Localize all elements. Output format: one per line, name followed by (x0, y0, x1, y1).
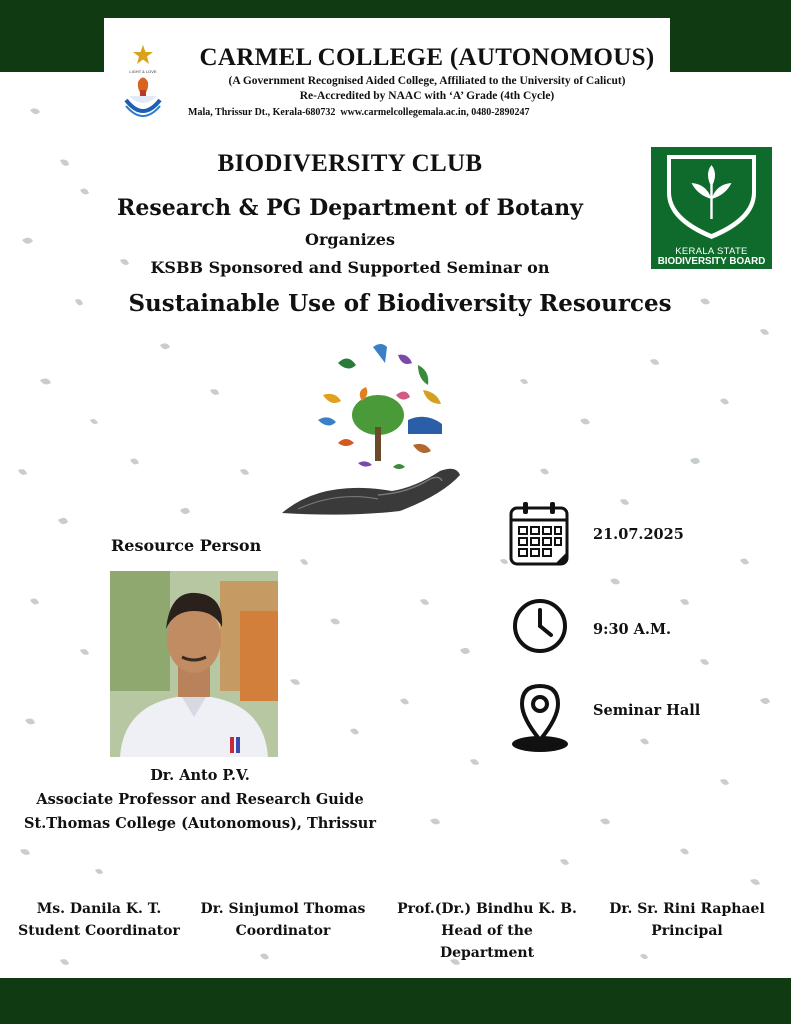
signatory-role: Principal (651, 923, 723, 939)
calendar-icon (508, 500, 570, 568)
resource-person-name: Dr. Anto P.V. (150, 767, 250, 784)
signatory-hod (392, 898, 582, 964)
college-affiliation: (A Government Recognised Aided College, Affiliated to the University of Calicut) (228, 75, 626, 87)
organizes-text: Organizes (305, 230, 395, 249)
clock-icon (511, 597, 569, 655)
location-pin-icon (510, 682, 570, 754)
signatory-role: Head of the Department (439, 923, 535, 961)
signatory-name: Dr. Sr. Rini Raphael (609, 901, 765, 917)
college-logo (120, 40, 178, 126)
college-address-line (188, 107, 668, 118)
signatory-name: Prof.(Dr.) Bindhu K. B. (397, 901, 577, 917)
sponsor-line: KSBB Sponsored and Supported Seminar on (150, 258, 550, 277)
resource-person-designation: Associate Professor and Research Guide (36, 791, 364, 808)
signatory-name: Ms. Danila K. T. (36, 901, 162, 917)
signatory-role: Coordinator (235, 923, 331, 939)
signatory-student-coordinator (4, 898, 194, 942)
club-title: BIODIVERSITY CLUB (217, 150, 483, 177)
ksbb-emblem (651, 147, 772, 245)
signatory-principal (592, 898, 782, 942)
ksbb-board-label: BIODIVERSITY BOARD (657, 256, 766, 267)
signatory-role: Student Coordinator (18, 923, 180, 939)
college-name: CARMEL COLLEGE (AUTONOMOUS) (199, 44, 655, 71)
college-accreditation: Re-Accredited by NAAC with ‘A’ Grade (4th Cycle) (299, 90, 555, 102)
college-contact: www.carmelcollegemala.ac.in, 0480-2890247 (340, 107, 530, 118)
college-address: Mala, Thrissur Dt., Kerala-680732 (188, 107, 336, 118)
ksbb-state-label: KERALA STATE (675, 246, 748, 257)
ksbb-logo (651, 147, 772, 269)
event-date: 21.07.2025 (593, 526, 684, 543)
signatory-coordinator (188, 898, 378, 942)
college-header (104, 18, 670, 126)
resource-person-institution: St.Thomas College (Autonomous), Thrissur (24, 815, 376, 832)
logo-motto: LIGHT & LOVE (129, 69, 157, 74)
department-title: Research & PG Department of Botany (117, 195, 583, 221)
biodiversity-hand-illustration (278, 335, 488, 535)
event-venue: Seminar Hall (593, 702, 701, 719)
seminar-topic: Sustainable Use of Biodiversity Resources (128, 290, 672, 317)
signatory-name: Dr. Sinjumol Thomas (200, 901, 366, 917)
event-time: 9:30 A.M. (593, 621, 672, 638)
resource-person-photo (110, 571, 278, 757)
resource-person-label: Resource Person (111, 536, 262, 555)
